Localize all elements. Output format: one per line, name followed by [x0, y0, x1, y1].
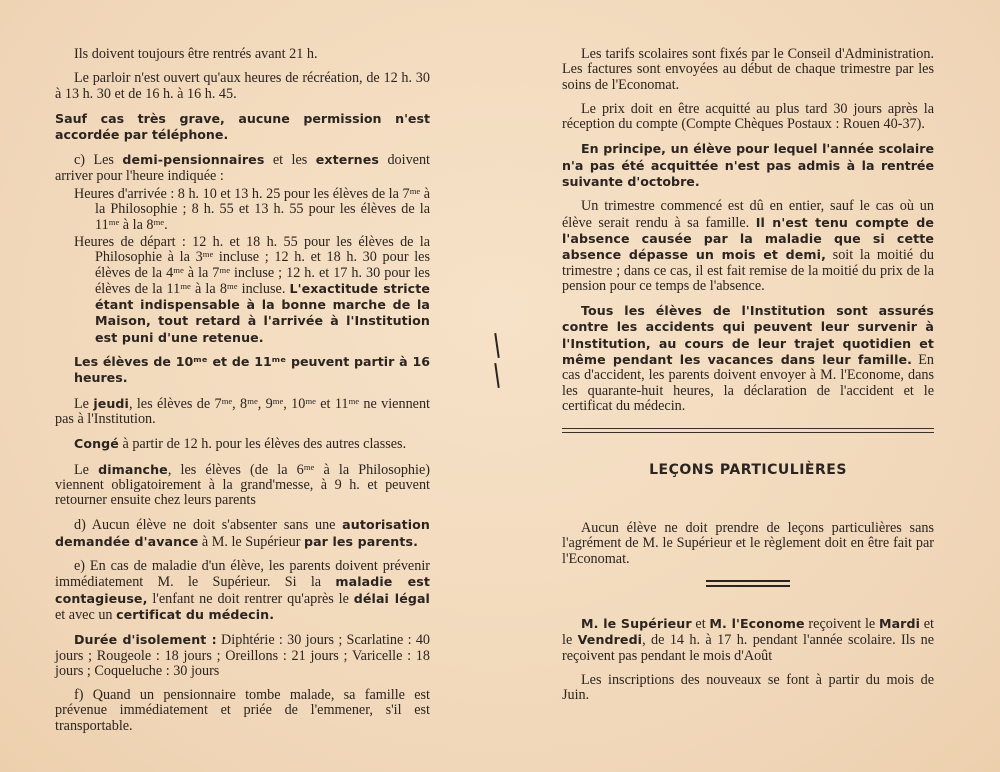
phone-permission-bold: Sauf cas très grave, aucune permission n'est accordée par téléphone.: [55, 110, 430, 143]
right-column: [562, 47, 934, 423]
short-divider-top: [706, 580, 790, 582]
arrival-times: Heures d'arrivée : 8 h. 10 et 13 h. 25 pour les élèves de la 7ᵐᵉ à la Philosophie ; 8 h. 55 et 13 h. 55 pour les élèves de la 11ᵐᵉ à la 8ᵐᵉ.: [74, 186, 430, 233]
divider-line-bottom: [562, 432, 934, 433]
text-run: et les: [264, 152, 316, 169]
text-run: c) Les: [74, 152, 123, 169]
text-run: l'enfant ne doit rentrer qu'après le: [147, 590, 354, 607]
text-run: et avec un: [55, 606, 117, 623]
text-run: , les élèves de 7ᵐᵉ, 8ᵐᵉ, 9ᵐᵉ, 10ᵐᵉ et 11ᵐᵉ ne viennent pas à l'Institution.: [55, 395, 430, 427]
tuition-paragraph: Les tarifs scolaires sont fixés par le Conseil d'Administration. Les factures sont envoyées au début de chaque trimestre par les soins de l'Economat.: [562, 46, 934, 93]
bold-run: dimanche: [98, 461, 168, 477]
young-students-paragraph: [55, 354, 430, 387]
thursday-paragraph: [55, 396, 430, 428]
section-heading: LEÇONS PARTICULIÈRES: [649, 462, 847, 478]
divider-line-top: [562, 428, 934, 429]
bold-run: M. l'Econome: [709, 616, 805, 631]
bold-run: Durée d'isolement :: [74, 632, 217, 648]
insurance-paragraph: [562, 303, 934, 414]
lessons-block: [562, 521, 934, 576]
bold-run: externes: [315, 152, 379, 168]
text-run: En cas d'accident, les parents doivent envoyer à M. l'Econome, dans les quarante-huit heures, la déclaration de l'accident et le certificat du médecin.: [562, 352, 935, 414]
bold-run: délai légal: [353, 590, 430, 606]
text-run: e) En cas de maladie d'un élève, les parents doivent prévenir immédiatement M. le Supérieur. Si la: [55, 558, 430, 591]
illness-paragraph: [55, 559, 430, 623]
registration-paragraph: Les inscriptions des nouveaux se font à partir du mois de Juin.: [562, 671, 934, 704]
reception-block: [562, 616, 934, 712]
bold-run: En principe, un élève pour lequel l'année scolaire n'a pas été acquittée n'est pas admis à la rentrée suivante d'octobre.: [562, 141, 934, 190]
bold-run: M. le Supérieur: [581, 616, 692, 631]
text-run: , les élèves (de la 6ᵐᵉ à la Philosophie) viennent obligatoirement à la grand'messe, à 9 h. et peuvent retourner ensuite chez leurs parents: [55, 461, 430, 509]
text-run: et le: [562, 616, 934, 649]
payment-paragraph: Le prix doit en être acquitté au plus tard 30 jours après la réception du compte (Compte Chèques Postaux : Rouen 40-37).: [562, 100, 934, 133]
trimester-paragraph: [562, 199, 934, 294]
text-run: doivent arriver pour l'heure indiquée :: [55, 152, 430, 184]
bold-run: Il n'est tenu compte de l'absence causée par la maladie que si cette absence dépasse un mois et demi,: [562, 214, 935, 263]
text-run: et: [691, 616, 710, 632]
text-run: à M. le Supérieur: [198, 533, 304, 550]
holiday-paragraph: [55, 436, 430, 452]
bold-run: certificat du médecin.: [116, 606, 275, 622]
text-run: d) Aucun élève ne doit s'absenter sans une: [74, 517, 343, 534]
short-divider-bottom: [706, 585, 790, 587]
phone-permission-paragraph: [55, 111, 430, 144]
text-run: Heures de départ : 12 h. et 18 h. 55 pour les élèves de la Philosophie à la 3ᵐᵉ incluse ; 12 h. et 18 h. 30 pour les élèves de la 4ᵐᵉ à la 7ᵐᵉ incluse ; 12 h. et 17 h. 30 pour les élèves de la 11ᵐᵉ à la 8ᵐᵉ incluse.: [74, 233, 430, 297]
isolation-paragraph: [55, 632, 430, 679]
curfew-paragraph: Ils doivent toujours être rentrés avant 21 h.: [74, 46, 318, 62]
bold-run: demi-pensionnaires: [122, 152, 265, 168]
parlor-paragraph: Le parloir n'est ouvert qu'aux heures de récréation, de 12 h. 30 à 13 h. 30 et de 16 h. à 16 h. 45.: [55, 70, 430, 102]
fold-mark-top: [494, 333, 499, 358]
text-run: Le: [74, 461, 99, 478]
text-run: à partir de 12 h. pour les élèves des autres classes.: [118, 436, 407, 453]
bold-run: L'exactitude stricte étant indispensable à la bonne marche de la Maison, tout retard à l'arrivée à l'Institution est puni d'une retenue.: [95, 280, 431, 345]
text-run: Diphtérie : 30 jours ; Scarlatine : 40 jours ; Rougeole : 18 jours ; Oreillons : 21 jours ; Varicelle : 18 jours ; Coqueluche : 30 jours: [55, 632, 431, 679]
reception-hours-paragraph: [562, 616, 934, 664]
text-run: , de 14 h. à 17 h. pendant l'année scolaire. Ils ne reçoivent pas pendant le mois d'Août: [562, 632, 934, 664]
text-run: Le: [74, 395, 94, 412]
bold-run: maladie est contagieuse,: [55, 574, 430, 606]
text-run: Un trimestre commencé est dû en entier, sauf le cas où un élève serait rendu à sa famille.: [562, 198, 934, 231]
bold-run: Congé: [74, 436, 119, 452]
boarder-illness-paragraph: f) Quand un pensionnaire tombe malade, sa famille est prévenue immédiatement et priée de l'emmener, s'il est transportable.: [55, 687, 430, 734]
departure-times: [55, 235, 430, 346]
day-students-paragraph: [55, 152, 430, 184]
bold-run: Mardi: [878, 616, 921, 631]
bold-run: jeudi: [93, 395, 129, 411]
absence-paragraph: [55, 517, 430, 550]
fold-mark-bottom: [494, 363, 499, 388]
left-column: [55, 47, 430, 743]
private-lessons-paragraph: Aucun élève ne doit prendre de leçons particulières sans l'agrément de M. le Supérieur et le règlement doit en être fait par l'Economat.: [562, 520, 934, 567]
unpaid-paragraph: [562, 141, 934, 190]
bold-run: Tous les élèves de l'Institution sont assurés contre les accidents qui peuvent leur survenir à l'Institution, au cours de leur trajet quotidien et même pendant les vacances dans leur famille.: [562, 303, 934, 368]
bold-run: Les élèves de 10ᵐᵉ et de 11ᵐᵉ peuvent partir à 16 heures.: [74, 354, 430, 386]
bold-run: par les parents.: [303, 533, 418, 549]
bold-run: Vendredi: [577, 632, 643, 648]
text-run: reçoivent le: [804, 616, 879, 632]
text-run: soit la moitié du trimestre ; dans ce cas, il est fait remise de la moitié du prix de la pension pour ce temps de l'absence.: [562, 247, 934, 294]
bold-run: autorisation demandée d'avance: [55, 517, 430, 549]
sunday-paragraph: [55, 462, 430, 509]
